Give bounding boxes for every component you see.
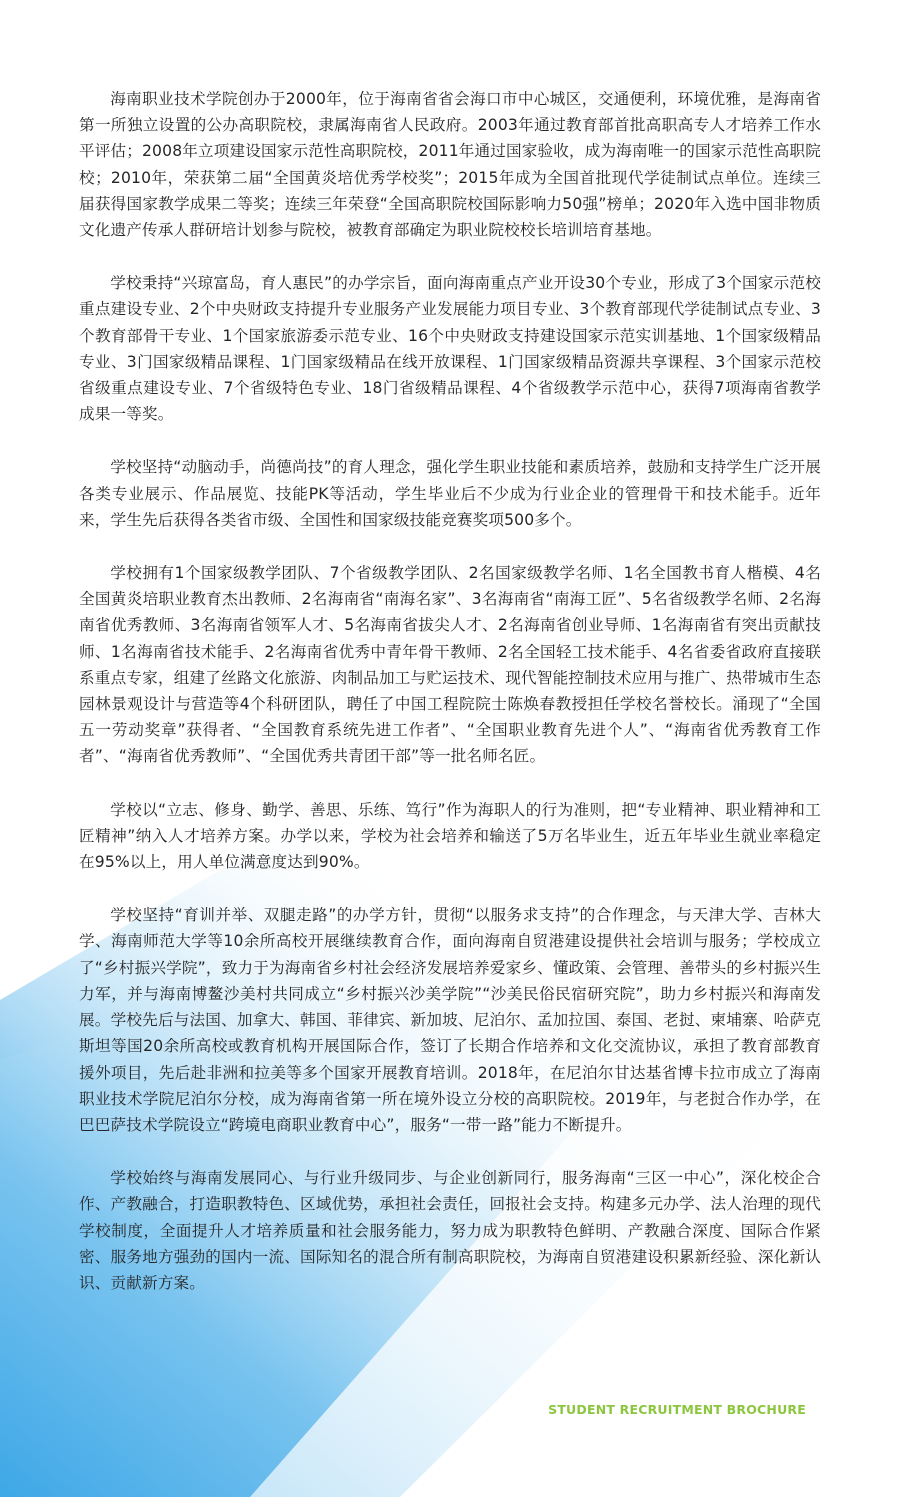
paragraph-majors: 学校秉持“兴琼富岛，育人惠民”的办学宗旨，面向海南重点产业开设30个专业，形成了3个国家示范校重点建设专业、2个中央财政支持提升专业服务产业发展能力项目专业、3个教育部现代学徒制试点专业、3个教育部骨干专业、1个国家旅游委示范专业、16个中央财政支持建设国家示范实训基地、1个国家级精品专业、3门国家级精品课程、1门国家级精品在线开放课程、1门国家级精品资源共享课程、3个国家示范校省级重点建设专业、7个省级特色专业、18门省级精品课程、4个省级教学示范中心，获得7项海南省教学成果一等奖。: [79, 274, 821, 424]
paragraph-code-of-conduct: 学校以“立志、修身、勤学、善思、乐练、笃行”作为海职人的行为准则，把“专业精神、职业精神和工匠精神”纳入人才培养方案。办学以来，学校为社会培养和输送了5万名毕业生，近五年毕业生就业率稳定在95%以上，用人单位满意度达到90%。: [79, 800, 821, 872]
body-text: [79, 86, 821, 1323]
paragraph-faculty: 学校拥有1个国家级教学团队、7个省级教学团队、2名国家级教学名师、1名全国教书育人楷模、4名全国黄炎培职业教育杰出教师、2名海南省“南海名家”、3名海南省“南海工匠”、5名省级教学名师、2名海南省优秀教师、3名海南省领军人才、5名海南省拔尖人才、2名海南省创业导师、1名海南省有突出贡献技师、1名海南省技术能手、2名海南省优秀中青年骨干教师、2名全国轻工技术能手、4名省委省政府直接联系重点专家，组建了丝路文化旅游、肉制品加工与贮运技术、现代智能控制技术应用与推广、热带城市生态园林景观设计与营造等4个科研团队，聘任了中国工程院院士陈焕春教授担任学校名誉校长。涌现了“全国五一劳动奖章”获得者、“全国教育系统先进工作者”、“全国职业教育先进个人”、“海南省优秀教育工作者”、“海南省优秀教师”、“全国优秀共青团干部”等一批名师名匠。: [79, 564, 822, 766]
paragraph-mission: 学校始终与海南发展同心、与行业升级同步、与企业创新同行，服务海南“三区一中心”，深化校企合作、产教融合，打造职教特色、区域优势，承担社会责任，回报社会支持。构建多元办学、法人治理的现代学校制度，全面提升人才培养质量和社会服务能力，努力成为职教特色鲜明、产教融合深度、国际合作紧密、服务地方强劲的国内一流、国际知名的混合所有制高职院校，为海南自贸港建设积累新经验、深化新认识、贡献新方案。: [79, 1169, 821, 1292]
brochure-footer-label: STUDENT RECRUITMENT BROCHURE: [548, 1402, 806, 1417]
paragraph-cooperation: 学校坚持“育训并举、双腿走路”的办学方针，贯彻“以服务求支持”的合作理念，与天津大学、吉林大学、海南师范大学等10余所高校开展继续教育合作，面向海南自贸港建设提供社会培训与服务；学校成立了“乡村振兴学院”，致力于为海南省乡村社会经济发展培养爱家乡、懂政策、会管理、善带头的乡村振兴生力军，并与海南博鳌沙美村共同成立“乡村振兴沙美学院”“沙美民俗民宿研究院”，助力乡村振兴和海南发展。学校先后与法国、加拿大、韩国、菲律宾、新加坡、尼泊尔、孟加拉国、泰国、老挝、柬埔寨、哈萨克斯坦等国20余所高校或教育机构开展国际合作，签订了长期合作培养和文化交流协议，承担了教育部教育援外项目，先后赴非洲和拉美等多个国家开展教育培训。2018年，在尼泊尔甘达基省博卡拉市成立了海南职业技术学院尼泊尔分校，成为海南省第一所在境外设立分校的高职院校。2019年，与老挝合作办学，在巴巴萨技术学院设立“跨境电商职业教育中心”，服务“一带一路”能力不断提升。: [79, 906, 821, 1134]
paragraph-intro: 海南职业技术学院创办于2000年，位于海南省省会海口市中心城区，交通便利，环境优雅，是海南省第一所独立设置的公办高职院校，隶属海南省人民政府。2003年通过教育部首批高职高专人才培养工作水平评估；2008年立项建设国家示范性高职院校，2011年通过国家验收，成为海南唯一的国家示范性高职院校；2010年，荣获第二届“全国黄炎培优秀学校奖”；2015年成为全国首批现代学徒制试点单位。连续三届获得国家教学成果二等奖；连续三年荣登“全国高职院校国际影响力50强”榜单；2020年入选中国非物质文化遗产传承人群研培计划参与院校，被教育部确定为职业院校校长培训培育基地。: [79, 90, 821, 240]
paragraph-skills: 学校坚持“动脑动手，尚德尚技”的育人理念，强化学生职业技能和素质培养，鼓励和支持学生广泛开展各类专业展示、作品展览、技能PK等活动，学生毕业后不少成为行业企业的管理骨干和技术能手。近年来，学生先后获得各类省市级、全国性和国家级技能竞赛奖项500多个。: [79, 458, 821, 529]
